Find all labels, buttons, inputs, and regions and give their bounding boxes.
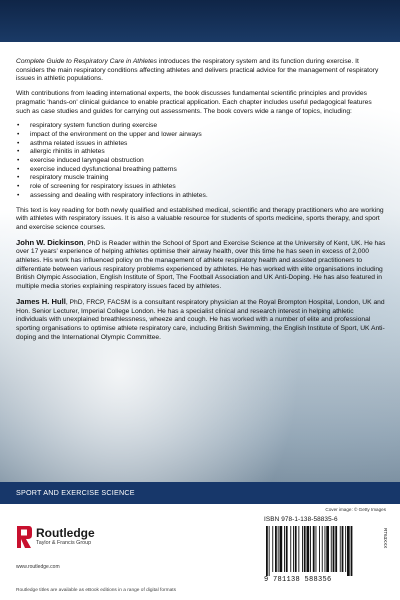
author-bio: , PhD, FRCP, FACSM is a consultant respiratory physician at the Royal Brompton Hospital, London, UK and Hon. Senior Lecturer, Imperial College London. He has a specialist clinical and research interest in helping athletic individuals with unexplained breathlessness, wheeze and cough. He has worked with a number of elite and professional sporting organisations to optimise athlete respiratory care, including British Swimming, the English Institute of Sport, UK Anti-doping and the International Olympic Committee. (16, 298, 385, 341)
topic-item: • impact of the environment on the upper and lower airways (16, 131, 386, 140)
isbn-label: ISBN 978-1-138-58835-6 (264, 516, 338, 523)
category-band: SPORT AND EXERCISE SCIENCE (0, 482, 400, 504)
back-cover-blurb-area (0, 42, 400, 482)
cover-credit: Cover image: © Getty Images (325, 507, 386, 512)
ebook-note: Routledge titles are available as eBook editions in a range of digital formats (16, 588, 176, 593)
isbn-block (264, 516, 388, 600)
intro-paragraph (16, 58, 386, 84)
contributors-paragraph: With contributions from leading international experts, the book discusses fundamental scientific principles and provides pragmatic 'hands-on' clinical guidance to enable practical application. Each chapter includes useful pedagogical features such as case studies and guides for carrying out assessments. The book covers wide a range of topics, including: (16, 90, 372, 115)
topic-item: • exercise induced dysfunctional breathing patterns (16, 166, 386, 175)
publisher-name: Routledge (36, 526, 95, 540)
book-title-italic: Complete Guide to Respiratory Care in Athletes (16, 58, 157, 65)
price-code: RT63XXX (383, 528, 388, 549)
audience-paragraph: This text is key reading for both newly qualified and established medical, scientific and therapy practitioners who are working with athletes with respiratory issues. It is also a valuable resource for students of sports medicine, sports therapy, and sport and exercise science courses. (16, 206, 384, 231)
barcode-digits: 9 781138 588356 (264, 576, 332, 584)
publisher-footer (0, 504, 400, 600)
publisher-group: Taylor & Francis Group (36, 540, 92, 546)
routledge-logo (16, 526, 196, 560)
topic-item: • role of screening for respiratory issues in athletes (16, 183, 386, 192)
topics-list (16, 122, 386, 200)
topic-item: • asthma related issues in athletes (16, 140, 386, 149)
author-name: John W. Dickinson (16, 237, 84, 247)
intro-text: introduces the respiratory system and its function during exercise. It considers the main respiratory conditions affecting athletes and delivers practical advice for the management of respiratory issues in athletic populations. (16, 58, 379, 83)
author-bio-hull (16, 298, 386, 343)
topic-item: • respiratory muscle training (16, 174, 386, 183)
barcode-icon (264, 526, 380, 576)
author-bio-dickinson (16, 239, 386, 292)
author-bio: , PhD is Reader within the School of Sport and Exercise Science at the University of Kent, UK. He has over 17 years' experience of helping athletes optimise their airway health, over this time he has seen in excess of 2,000 athletes. His work has influenced policy on the management of athlete respiratory health and assisted practitioners to differentiate between various respiratory problems experienced by athletes. He has worked with elite organisations including British Olympic Association, English Institute of Sport, The Football Association and UK Anti-Doping. He has also featured in multiple media stories explaining respiratory issues faced by athletes. (16, 239, 386, 291)
publisher-website[interactable]: www.routledge.com (16, 564, 60, 570)
routledge-mark-icon (16, 526, 32, 548)
author-name: James H. Hull (16, 296, 66, 306)
top-navy-band (0, 0, 400, 42)
blurb-text (16, 58, 386, 348)
topic-item: • respiratory system function during exercise (16, 122, 386, 131)
topic-item: • exercise induced laryngeal obstruction (16, 157, 386, 166)
topic-item: • allergic rhinitis in athletes (16, 148, 386, 157)
topic-item: • assessing and dealing with respiratory infections in athletes. (16, 192, 386, 201)
